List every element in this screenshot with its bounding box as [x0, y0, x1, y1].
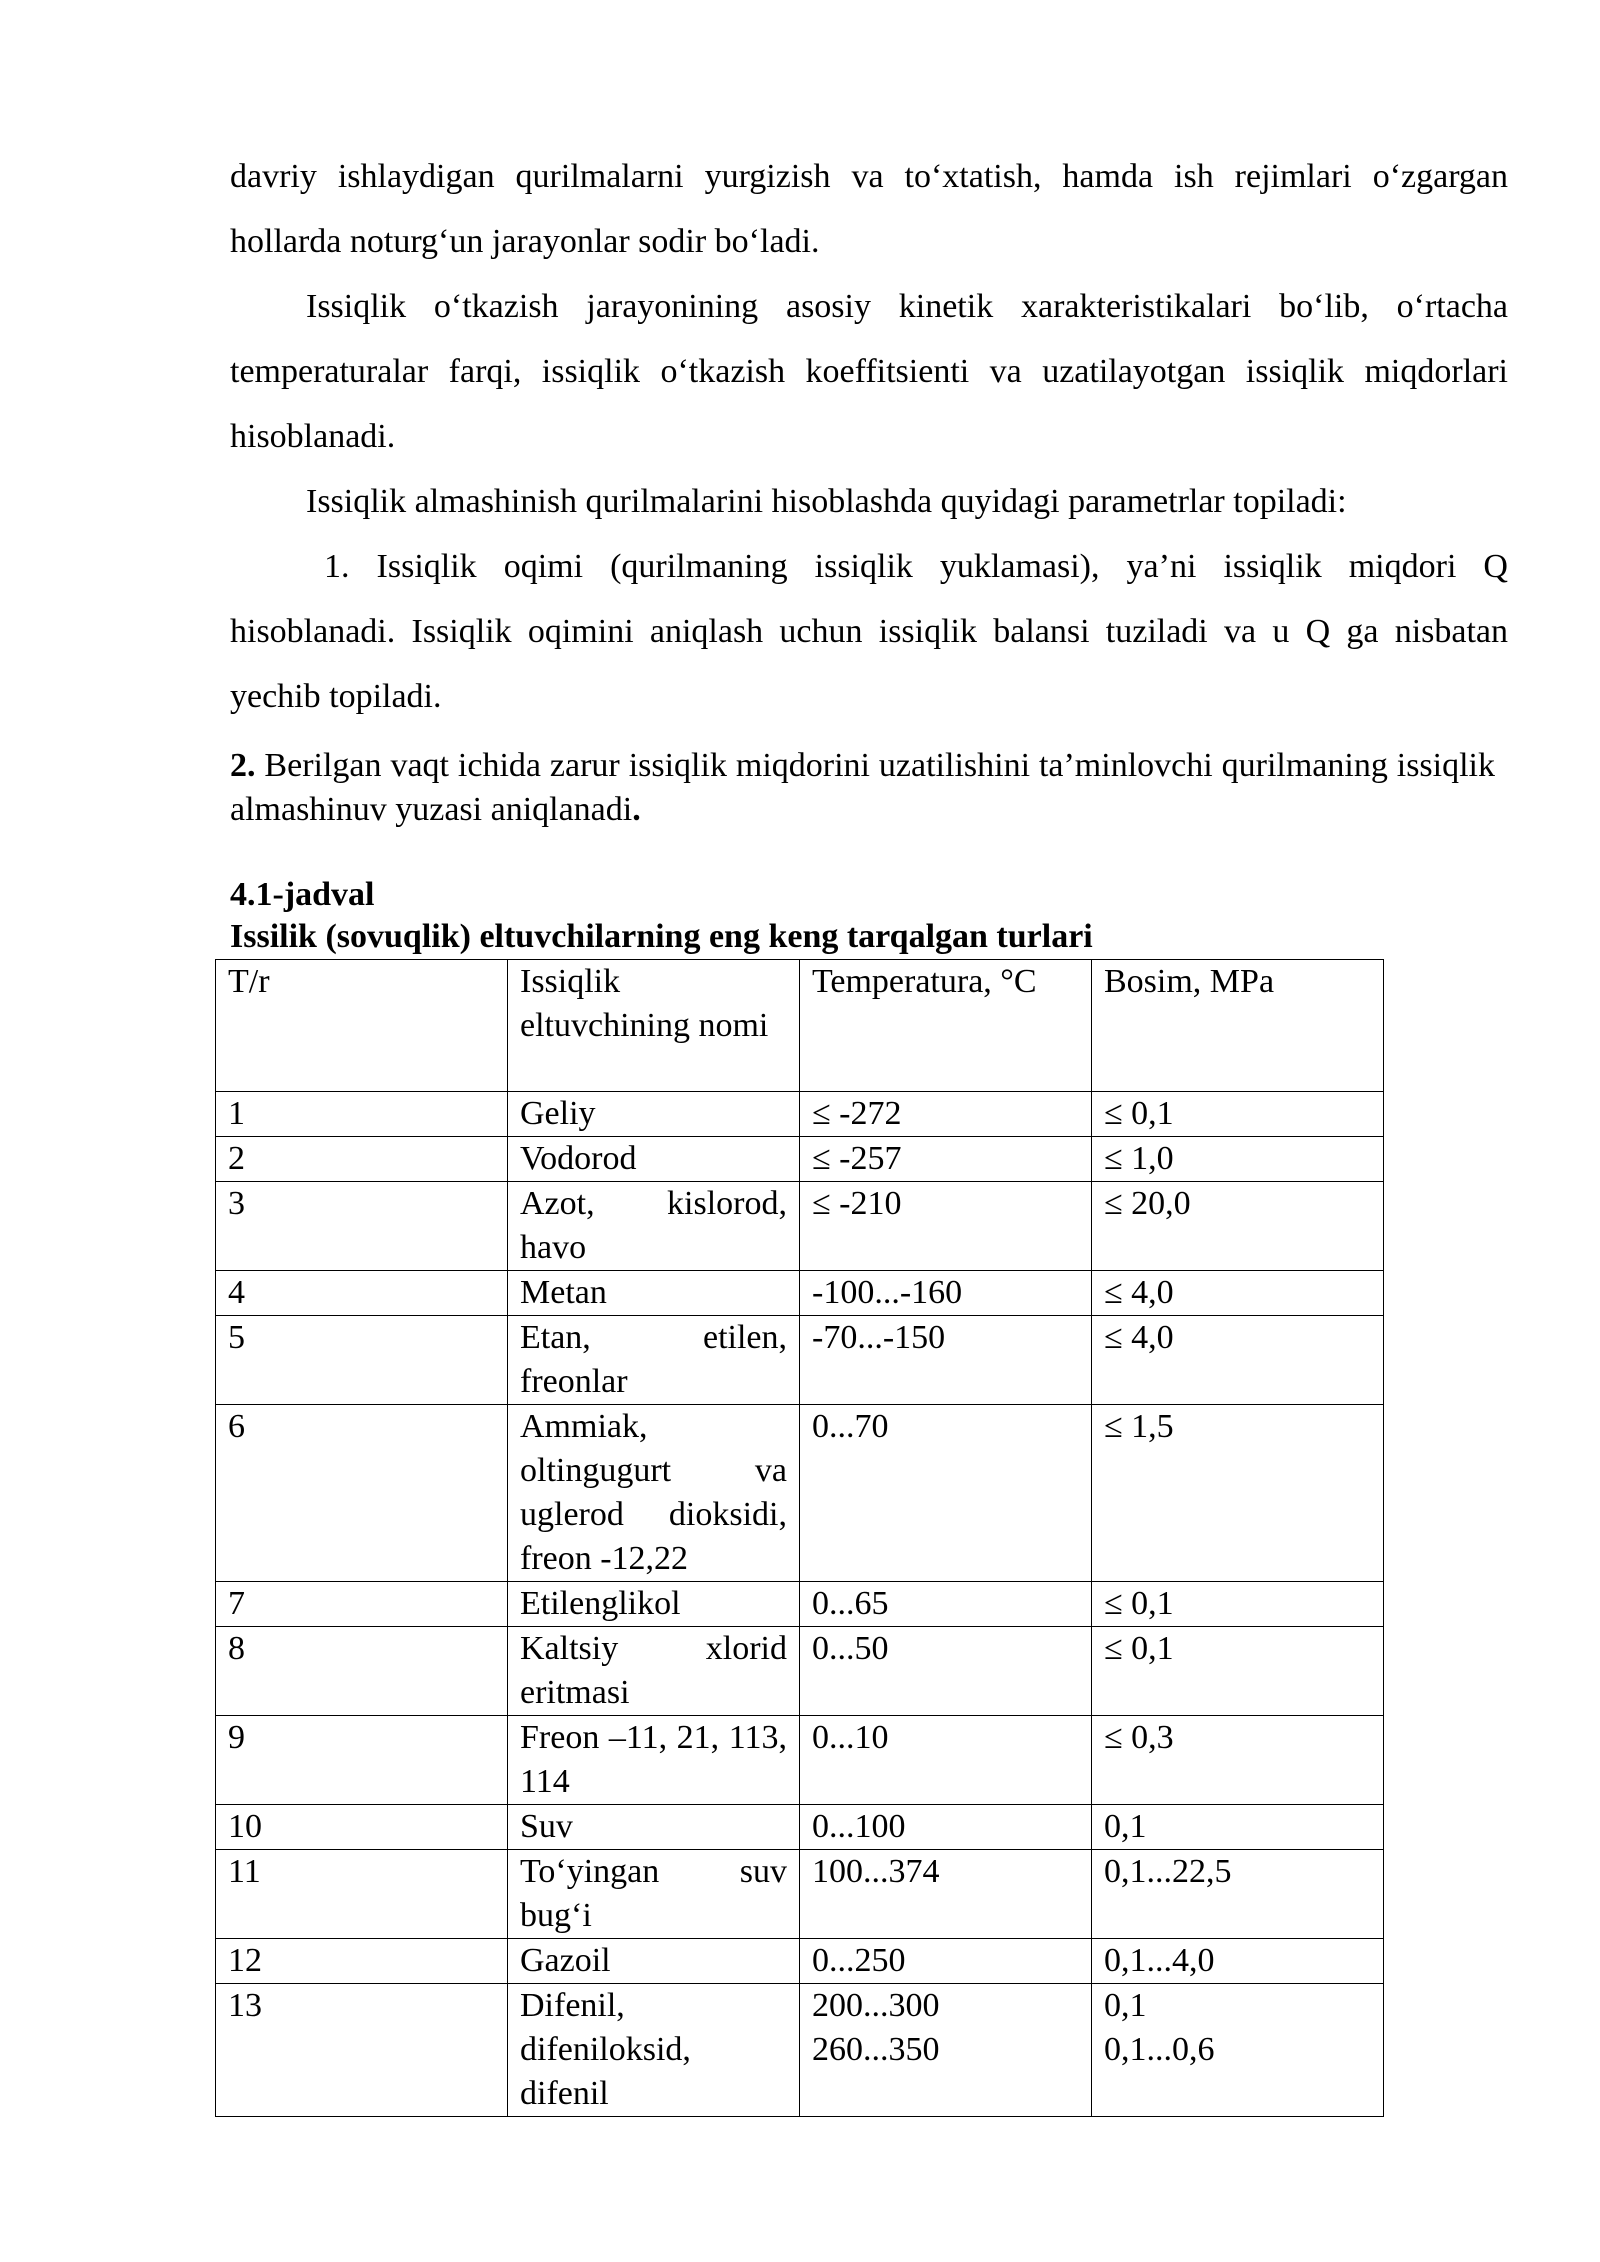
row-pressure-line-1: 0,1 [1104, 1987, 1147, 2024]
row-name: Vodorod [508, 1137, 800, 1182]
header-temperature: Temperatura, °C [800, 960, 1092, 1092]
paragraph-4: 1. Issiqlik oqimi (qurilmaning issiqlik yuklamasi), ya’ni issiqlik miqdori Q hisoblanadi. Issiqlik oqimini aniqlash uchun issiqlik balansi tuziladi va u Q ga nisbatan yechib topiladi. [230, 548, 1508, 715]
table-row [216, 1182, 1384, 1271]
row-number: 11 [216, 1850, 508, 1939]
row-number: 3 [216, 1182, 508, 1271]
row-pressure: 0,1...22,5 [1092, 1850, 1384, 1939]
header-name: Issiqlik eltuvchining nomi [508, 960, 800, 1092]
row-name: Etilenglikol [508, 1582, 800, 1627]
row-temperature: 0...10 [800, 1716, 1092, 1805]
row-name: To‘yingan suv bug‘i [508, 1850, 800, 1939]
row-name: Geliy [508, 1092, 800, 1137]
row-number: 4 [216, 1271, 508, 1316]
row-number: 2 [216, 1137, 508, 1182]
row-temperature: 0...50 [800, 1627, 1092, 1716]
row-pressure: 0,1 [1092, 1805, 1384, 1850]
table-row [216, 1716, 1384, 1805]
row-name: Freon –11, 21, 113, 114 [508, 1716, 800, 1805]
row-temperature: -70...-150 [800, 1316, 1092, 1405]
table-row [216, 1582, 1384, 1627]
row-temperature: ≤ -257 [800, 1137, 1092, 1182]
row-number: 10 [216, 1805, 508, 1850]
row-temperature-line-2: 260...350 [812, 2031, 940, 2068]
row-pressure: ≤ 20,0 [1092, 1182, 1384, 1271]
row-pressure: ≤ 1,0 [1092, 1137, 1384, 1182]
row-number: 7 [216, 1582, 508, 1627]
row-number: 8 [216, 1627, 508, 1716]
row-temperature [800, 1984, 1092, 2117]
row-temperature: ≤ -272 [800, 1092, 1092, 1137]
table-row [216, 1939, 1384, 1984]
header-number: T/r [216, 960, 508, 1092]
row-pressure [1092, 1984, 1384, 2117]
row-name: Difenil, difeniloksid, difenil [508, 1984, 800, 2117]
row-temperature-line-1: 200...300 [812, 1987, 940, 2024]
paragraph-5-text: Berilgan vaqt ichida zarur issiqlik miqdorini uzatilishini ta’minlovchi qurilmaning issiqlik almashinuv yuzasi aniqlanadi [230, 747, 1495, 828]
row-name: Etan, etilen, freonlar [508, 1316, 800, 1405]
row-name: Suv [508, 1805, 800, 1850]
coolant-table [215, 959, 1384, 2117]
row-name: Gazoil [508, 1939, 800, 1984]
row-number: 9 [216, 1716, 508, 1805]
row-temperature: 100...374 [800, 1850, 1092, 1939]
table-label: 4.1-jadval [230, 876, 375, 913]
table-row [216, 1850, 1384, 1939]
row-temperature: 0...100 [800, 1805, 1092, 1850]
row-pressure: ≤ 0,3 [1092, 1716, 1384, 1805]
table-row [216, 1092, 1384, 1137]
row-temperature: 0...70 [800, 1405, 1092, 1582]
row-name: Azot, kislorod, havo [508, 1182, 800, 1271]
row-pressure-line-2: 0,1...0,6 [1104, 2031, 1215, 2068]
paragraph-3: Issiqlik almashinish qurilmalarini hisoblashda quyidagi parametrlar topiladi: [306, 483, 1347, 520]
table-row [216, 1984, 1384, 2117]
table-row [216, 1627, 1384, 1716]
row-pressure: ≤ 1,5 [1092, 1405, 1384, 1582]
table-header-row [216, 960, 1384, 1092]
row-pressure: ≤ 4,0 [1092, 1271, 1384, 1316]
list-number: 2. [230, 747, 256, 784]
table-title: Issilik (sovuqlik) eltuvchilarning eng keng tarqalgan turlari [230, 918, 1093, 955]
table-row [216, 1271, 1384, 1316]
row-pressure: 0,1...4,0 [1092, 1939, 1384, 1984]
row-temperature: 0...65 [800, 1582, 1092, 1627]
row-number: 1 [216, 1092, 508, 1137]
table-row [216, 1316, 1384, 1405]
header-pressure: Bosim, MPa [1092, 960, 1384, 1092]
paragraph-1: davriy ishlaydigan qurilmalarni yurgizish va to‘xtatish, hamda ish rejimlari o‘zgargan hollarda noturg‘un jarayonlar sodir bo‘ladi. [230, 158, 1508, 260]
row-number: 5 [216, 1316, 508, 1405]
row-number: 12 [216, 1939, 508, 1984]
row-name: Kaltsiy xlorid eritmasi [508, 1627, 800, 1716]
table-row [216, 1137, 1384, 1182]
row-number: 6 [216, 1405, 508, 1582]
row-pressure: ≤ 4,0 [1092, 1316, 1384, 1405]
row-temperature: ≤ -210 [800, 1182, 1092, 1271]
paragraph-2: Issiqlik o‘tkazish jarayonining asosiy kinetik xarakteristikalari bo‘lib, o‘rtacha temperaturalar farqi, issiqlik o‘tkazish koeffitsienti va uzatilayotgan issiqlik miqdorlari hisoblanadi. [230, 288, 1508, 455]
row-number: 13 [216, 1984, 508, 2117]
row-pressure: ≤ 0,1 [1092, 1582, 1384, 1627]
row-temperature: -100...-160 [800, 1271, 1092, 1316]
table-row [216, 1405, 1384, 1582]
row-name: Metan [508, 1271, 800, 1316]
table-row [216, 1805, 1384, 1850]
row-name: Ammiak, oltingugurt va uglerod dioksidi, freon -12,22 [508, 1405, 800, 1582]
paragraph-5-period: . [632, 791, 641, 828]
row-temperature: 0...250 [800, 1939, 1092, 1984]
paragraph-5 [230, 744, 1495, 832]
row-pressure: ≤ 0,1 [1092, 1092, 1384, 1137]
row-pressure: ≤ 0,1 [1092, 1627, 1384, 1716]
